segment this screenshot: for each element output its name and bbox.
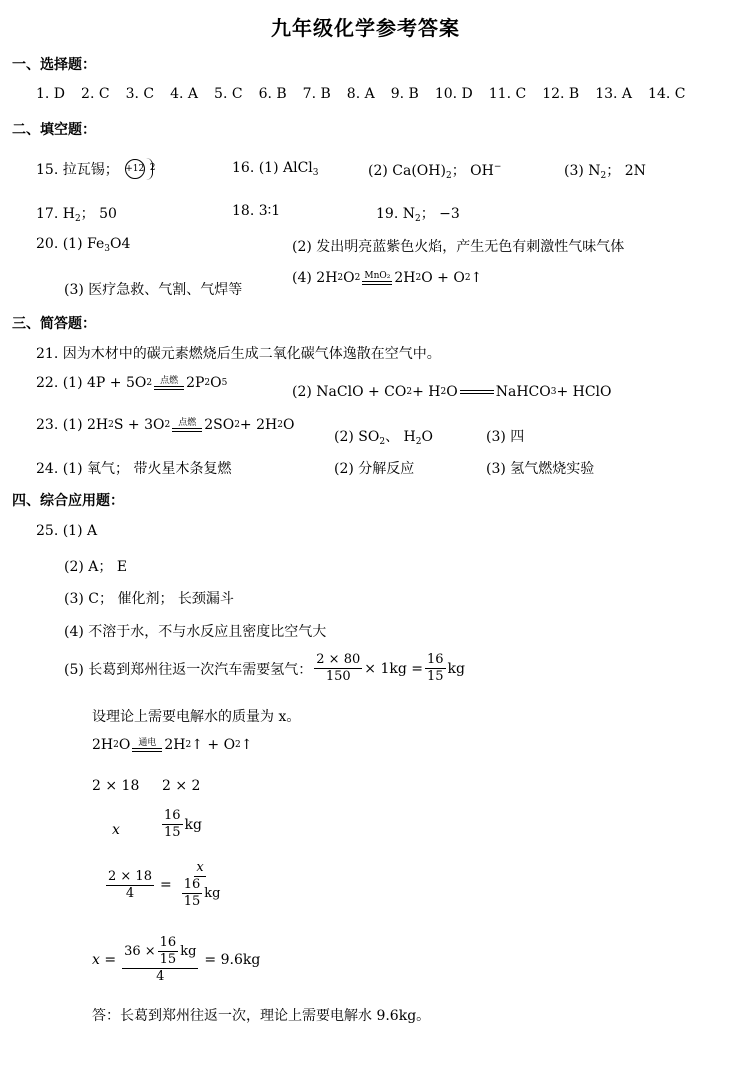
choice-answer: 10. D <box>434 86 473 102</box>
final-calculation: x = 36 × $\frac{16}{15}$ kg 4 = 9.6kg <box>92 935 261 984</box>
choice-answer: 13. A <box>595 86 633 102</box>
ion-structure-diagram <box>125 158 156 180</box>
q23-part3: (3) 四 <box>486 429 525 445</box>
choice-answer: 6. B <box>258 86 287 102</box>
choice-answer: 12. B <box>542 86 580 102</box>
section-heading-short: 三、简答题： <box>12 316 96 332</box>
fraction-16-15: $\frac{16}{15}$ <box>426 652 444 684</box>
q16-part3: (3) $N_2$； 2N <box>564 163 646 181</box>
reaction-condition-mno2: MnO₂ <box>362 271 392 285</box>
section-heading-applied: 四、综合应用题： <box>12 493 124 509</box>
q24-part2: (2) 分解反应 <box>334 461 415 477</box>
ion-shell: 2 <box>146 158 153 180</box>
choice-answer: 3. C <box>125 86 155 102</box>
q17-answer: 17. $H_2$； 50 <box>36 206 117 224</box>
section-heading-choice: 一、选择题： <box>12 57 96 73</box>
q20-part4: (4) 2H 2 O 2 MnO₂ 2H 2 O + O 2 ↑ <box>292 270 483 286</box>
q18-answer: 18. 3∶1 <box>232 203 281 219</box>
choice-answers <box>36 86 701 102</box>
choice-answer: 2. C <box>81 86 110 102</box>
q25-part3: (3) C； 催化剂； 长颈漏斗 <box>64 591 234 607</box>
proportion-equation: $\frac{2 \times 18}{4}$ = x $\frac{16}{15}$ kg <box>108 860 221 909</box>
final-answer: 答：长葛到郑州往返一次，理论上需要电解水 9.6kg。 <box>92 1008 431 1024</box>
choice-answer: 5. C <box>214 86 243 102</box>
q25-part5: (5) 长葛到郑州往返一次汽车需要氢气： $\frac{2 \times 80}{150}$ × 1kg = $\frac{16}{15}$ kg <box>64 652 465 684</box>
q22-part1: 22. (1) 4P + 5O 2 点燃 2P 2 O 5 <box>36 375 228 391</box>
choice-answer: 8. A <box>346 86 375 102</box>
reaction-condition-ignite: 点燃 <box>172 418 202 432</box>
fraction-160-150: $\frac{2 \times 80}{150}$ <box>316 652 361 684</box>
choice-answer: 11. C <box>488 86 527 102</box>
q20-part3: (3) 医疗急救、气割、气焊等 <box>64 282 243 298</box>
hydrogen-mass: $\frac{16}{15}$ kg <box>164 808 202 840</box>
q24-part3: (3) 氢气燃烧实验 <box>486 461 595 477</box>
q23-part1: 23. (1) 2H 2 S + 3O 2 点燃 2SO 2 + 2H 2 O <box>36 417 295 433</box>
relative-mass-water: 2 × 18 <box>92 778 140 794</box>
q16-part2: (2) $Ca(OH)_2$； OH− <box>368 162 502 181</box>
q20-part1: 20. (1) $Fe_3O4$ <box>36 236 131 254</box>
q25-part1: 25. (1) A <box>36 523 98 539</box>
choice-answer: 1. D <box>36 86 66 102</box>
relative-mass-hydrogen: 2 × 2 <box>162 778 201 794</box>
choice-answer: 7. B <box>302 86 331 102</box>
unknown-x: x <box>112 822 120 838</box>
equation-equals <box>460 390 494 394</box>
q23-part2: (2) $SO_2$、 $H_2O$ <box>334 429 433 447</box>
choice-answer: 14. C <box>648 86 686 102</box>
choice-answer: 4. A <box>170 86 199 102</box>
q19-answer: 19. $N_2$； −3 <box>376 206 460 224</box>
q25-part2: (2) A； E <box>64 559 128 575</box>
section-heading-fill: 二、填空题： <box>12 122 96 138</box>
q15-answer: 15. 拉瓦锡； +12 2 <box>36 158 153 180</box>
q21-answer: 21. 因为木材中的碳元素燃烧后生成二氧化碳气体逸散在空气中。 <box>36 346 441 362</box>
q16-part1: 16. (1) AlCl$_3$ <box>232 160 319 178</box>
electrolysis-equation: 2H 2 O 通电 2H 2 ↑ + O 2 ↑ <box>92 737 253 753</box>
q25-part4: (4) 不溶于水，不与水反应且密度比空气大 <box>64 624 327 640</box>
q24-part1: 24. (1) 氧气； 带火星木条复燃 <box>36 461 232 477</box>
ion-nucleus: +12 <box>125 159 145 179</box>
reaction-condition-electricity: 通电 <box>132 738 162 752</box>
q20-part2: (2) 发出明亮蓝紫色火焰，产生无色有刺激性气味气体 <box>292 239 625 255</box>
page-title: 九年级化学参考答案 <box>271 16 460 40</box>
q22-part2: (2) NaClO + CO 2 + H 2 O NaHCO 3 + HClO <box>292 384 612 400</box>
solution-setup: 设理论上需要电解水的质量为 x。 <box>92 709 301 725</box>
reaction-condition-ignite: 点燃 <box>154 376 184 390</box>
choice-answer: 9. B <box>390 86 419 102</box>
